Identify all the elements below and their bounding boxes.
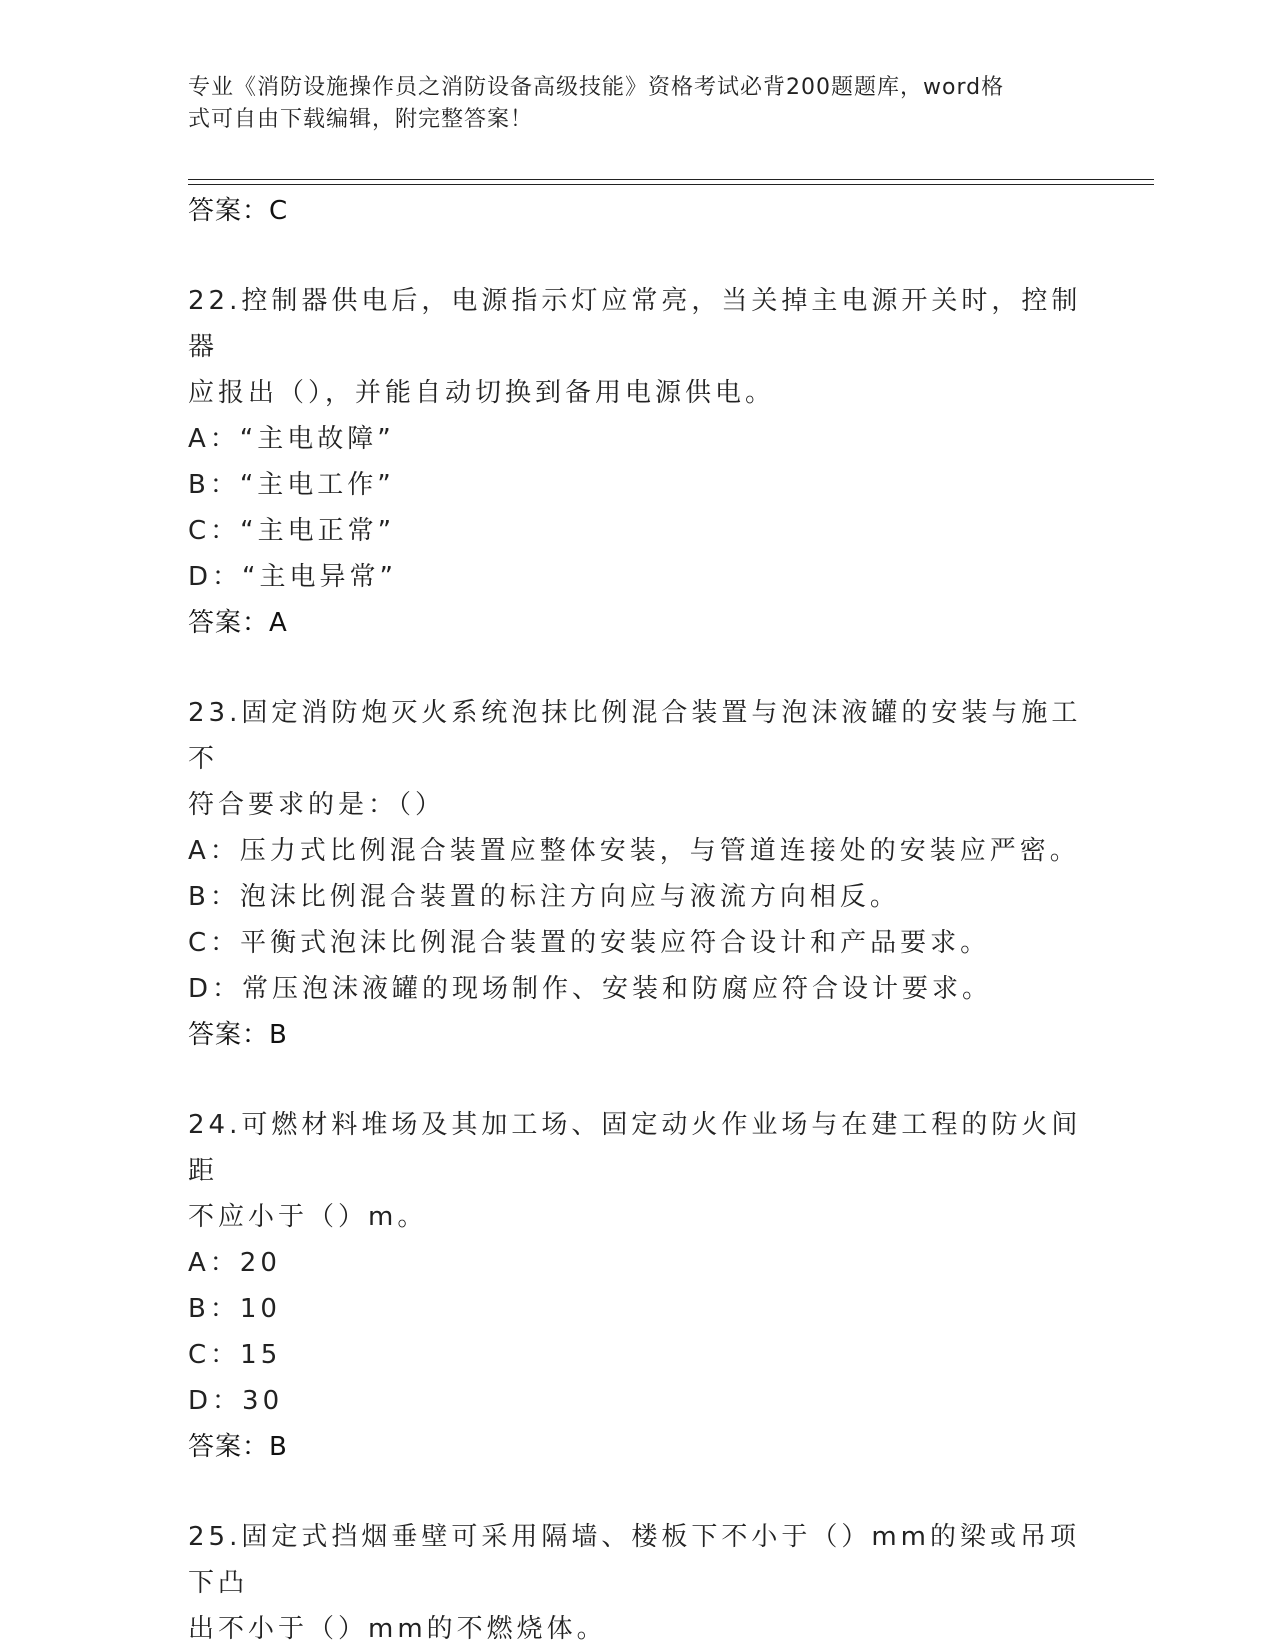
question-line: 22.控制器供电后，电源指示灯应常亮，当关掉主电源开关时，控制器 (188, 286, 1082, 362)
option-d: D：“主电异常” (188, 562, 397, 592)
option-c: C：15 (188, 1340, 282, 1370)
question-23-text (188, 690, 1088, 828)
option-d: D：常压泡沫液罐的现场制作、安装和防腐应符合设计要求。 (188, 974, 993, 1004)
question-23 (188, 690, 1088, 1058)
header-divider-bottom (188, 184, 1154, 185)
option-a: A：压力式比例混合装置应整体安装，与管道连接处的安装应严密。 (188, 836, 1080, 866)
question-22 (188, 278, 1088, 646)
question-line: 符合要求的是：（） (188, 790, 446, 820)
option-a: A：“主电故障” (188, 424, 395, 454)
question-line: 25.固定式挡烟垂壁可采用隔墙、楼板下不小于（）mm的梁或吊项下凸 (188, 1522, 1081, 1598)
question-line: 23.固定消防炮灭火系统泡抹比例混合装置与泡沫液罐的安装与施工不 (188, 698, 1082, 774)
option-d: D：30 (188, 1386, 284, 1416)
question-line: 不应小于（）m。 (188, 1202, 428, 1232)
option-c: C：平衡式泡沫比例混合装置的安装应符合设计和产品要求。 (188, 928, 991, 958)
question-22-text (188, 278, 1088, 416)
question-25 (188, 1514, 1088, 1652)
header-line-2: 式可自由下载编辑，附完整答案！ (188, 107, 534, 132)
question-line: 24.可燃材料堆场及其加工场、固定动火作业场与在建工程的防火间距 (188, 1110, 1082, 1186)
header-line-1: 专业《消防设施操作员之消防设备高级技能》资格考试必背200题题库，word格 (188, 75, 1005, 100)
question-list (188, 188, 1088, 1652)
option-b: B：“主电工作” (188, 470, 395, 500)
question-line: 出不小于（）mm的不燃烧体。 (188, 1614, 607, 1644)
question-24-text (188, 1102, 1088, 1240)
question-25-text (188, 1514, 1088, 1652)
answer-23: 答案：B (188, 1020, 288, 1050)
answer-22: 答案：A (188, 608, 288, 638)
option-c: C：“主电正常” (188, 516, 396, 546)
option-b: B：10 (188, 1294, 281, 1324)
header-divider-top (188, 179, 1154, 180)
answer-previous: 答案：C (188, 196, 289, 226)
question-line: 应报出（），并能自动切换到备用电源供电。 (188, 378, 776, 408)
question-24 (188, 1102, 1088, 1470)
answer-24: 答案：B (188, 1432, 288, 1462)
option-b: B：泡沫比例混合装置的标注方向应与液流方向相反。 (188, 882, 900, 912)
option-a: A：20 (188, 1248, 281, 1278)
document-header (188, 72, 1068, 136)
